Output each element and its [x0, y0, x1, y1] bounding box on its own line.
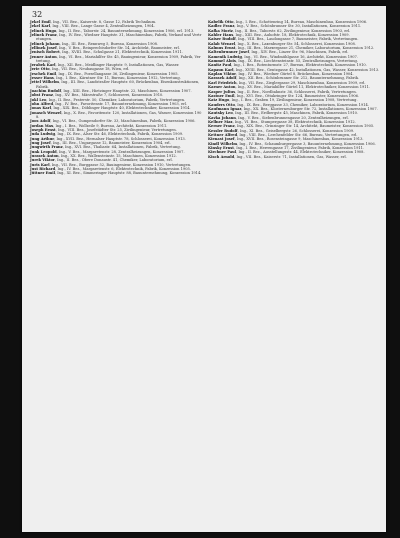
entry-name: Kanitz Paul	[208, 63, 232, 68]
entry-name: Kapaun Karl	[208, 67, 234, 72]
entry-details: Ing., VI. Bez., Gumpendorfer Str. 33, Maschinenbau, Fabrik, Konzession 1906.	[52, 119, 196, 124]
directory-entry: Jobst Franz, Ing., XV. Bez., Märzstraße 7, Schlosserei, Konzession 1910.	[30, 93, 164, 98]
directory-entry: Jüttner Emil, Ing., XI. Bez., Simmeringer Hauptstr. 88, Bauunternehmung, Konzession 1914.	[30, 171, 202, 176]
entry-details: Ing., XIII. Bez., Hietzinger Hauptstr. 22, Maschinen, Konzession 1907.	[63, 88, 192, 93]
entry-details: Ing., XVIII. Bez., Schulgasse 21, Elektrotechnik, Konzession 1911.	[62, 50, 183, 55]
entry-details: Ing., IX. Bez., Porzellangasse 36, Zivilingenieur, Konzession 1905.	[58, 71, 179, 76]
entry-name: Jung Josef	[30, 140, 51, 145]
directory-entry: Karl Friedrich, Ing., VII. Bez., Zieglergasse 29, Maschinenbau, Konzession 1909, erl.	[208, 80, 366, 85]
entry-details: Ing., XIII. Bez., Auhofstr. 18, Elektrotechnik, Konzession 1909.	[235, 33, 350, 38]
entry-details: Ing., IX. Bez., Liechtensteinstr. 55, Zentralheizungen, Vertretung.	[238, 59, 358, 64]
entry-name: Jekel Karl	[30, 24, 51, 29]
entry-name: Kalmus Ernst	[208, 46, 236, 51]
entry-details: Ing., III. Bez., Ungargasse 12, Baumeister, Konzession 1904, erl.	[52, 140, 171, 145]
entry-details: Ing., XII. Bez., Schönbrunner Str. 212, Bauunternehmung, Fabrik.	[238, 76, 360, 81]
directory-entry: Kaufmann Ignaz, Ing., XX. Bez., Klosterneuburger Str. 72, Installationen, Konzession 1907.	[208, 106, 378, 111]
directory-entry: Kirchner Paul, Ing., II. Bez., Ausstellungsstr. 44, Elektrotechniker, Konzession 1908.	[208, 150, 365, 155]
directory-entry: Jonas Karl, Ing., XIX. Bez., Döblinger Hauptstr. 40, Elektrotechniker, Konzession 1914.	[30, 106, 191, 111]
directory-entry: Joos Adolf, Ing., VI. Bez., Gumpendorfer Str. 33, Maschinenbau, Fabrik, Konzession 1906.	[30, 119, 196, 124]
entry-details: Ing., XV. Bez., Mariahilfer Gürtel 11, Elektrotechniker, Konzession 1911.	[237, 85, 371, 90]
directory-entry: Jesser Hans, Ing., I. Bez., Kärntner Str. 11, Bureau, Konzession 1912, Vertretung.	[30, 76, 181, 81]
entry-name: Jeschek Emil	[30, 71, 57, 76]
directory-entry: Kammel Alois, Ing., IX. Bez., Liechtensteinstr. 55, Zentralheizungen, Vertretung.	[208, 59, 358, 64]
directory-entry: Joachim Rudolf, Ing., XIII. Bez., Hietzinger Hauptstr. 22, Maschinen, Konzession 1907.	[30, 88, 192, 93]
directory-entry: Kinsky Ernst, Ing., I. Bez., Herrengasse 17, Zivilingenieur, Fabrik, Konzession 1911.	[208, 145, 365, 150]
entry-name: Kautsky Leo	[208, 111, 233, 116]
entry-name: Jokl Leo	[30, 97, 47, 102]
entry-name: Kafka Moriz	[208, 28, 233, 33]
entry-details: Ing., XIV. Bez., Linzer Str. 96, Maschinen, Fabrik, erl.	[251, 50, 349, 55]
entry-name: Kavka Johann	[208, 115, 236, 120]
entry-name: Kadlec Franz	[208, 24, 235, 29]
entry-details: Ing., IV. Bez., Wiedner Hauptstr. 31, Maschinenbau, Fabrik, Verkauf und Vertretungen.	[36, 33, 202, 42]
entry-name: Joos Adolf	[30, 119, 51, 124]
directory-entry: Jelinek Hugo, Ing., II. Bez., Taborstr. 24, Bauunternehmung, Konzession 1906, erl. 1913.	[30, 28, 195, 33]
directory-entry: Kalmus Ernst, Ing., III. Bez., Marxergasse 21, Chemiker, Laboratorium, Konzession 1912.	[208, 46, 375, 51]
directory-entry: Kasper Julius, Ing., II. Bez., Nordbahnstr. 36, Schlosserei, Fabrik, Vertretungen.	[208, 89, 357, 94]
entry-details: Ing., II. Bez., Nordbahnstr. 36, Schlosserei, Fabrik, Vertretungen.	[237, 89, 357, 94]
entry-name: Juris Karl	[30, 162, 50, 167]
directory-page	[22, 6, 386, 532]
directory-entry: Jungwirth Franz, Ing., XVI. Bez., Thaliastr. 64, Installationen, Fabrik, Vertretung.	[30, 145, 181, 150]
entry-name: Kamenik Ludwig	[208, 54, 242, 59]
entry-details: Ing., XX. Bez., Wallensteinstr. 15, Maschinen, Konzession 1912.	[60, 153, 177, 158]
entry-name: Kabelik Otto	[208, 20, 234, 24]
entry-name: Kasper Julius	[208, 89, 236, 94]
entry-details: Ing., VII. Bez., Neubaugasse 18, Wien, erl.	[51, 67, 130, 72]
entry-name: Jesser Hans	[30, 76, 54, 81]
entry-name: Kienast Josef	[208, 137, 235, 142]
entry-details: Ing., IV. Bez., Margaretenstr. 6, Elektrotechnik, Fabrik, Konzession 1905.	[57, 166, 191, 171]
entry-name: Kaiser Rudolf	[208, 37, 236, 42]
entry-name: Kahler Hans	[208, 33, 234, 38]
entry-name: Kessler Rudolf	[208, 128, 238, 133]
entry-details: Ing., XVII. Bez., Hernalser Hauptstr. 78, Schlosserei, Konzession 1913.	[56, 136, 186, 141]
entry-name: Jonasch Wenzel	[30, 110, 62, 115]
entry-details: Ing., II. Bez., Taborstr. 62, Zivilingenieur, Konzession 1903, erl.	[235, 28, 351, 33]
entry-name: Jelinek Johann	[30, 41, 60, 46]
entry-name: Kellner Max	[208, 119, 233, 124]
directory-entry: Katz Hugo, Ing., I. Bez., Graben 19, Zivilingenieur, Konzession 1908, Vertretung.	[208, 98, 358, 103]
directory-entry: Jurasek Anton, Ing., XX. Bez., Wallensteinstr. 15, Maschinen, Konzession 1912.	[30, 153, 177, 158]
directory-entry: Jokl Leo, Ing., II. Bez., Praterstr. 50, Chemiker, Laboratorium, Fabrik, Vertretungen.	[30, 97, 186, 102]
entry-name: Karner Anton	[208, 85, 236, 90]
directory-entry: Kapaun Karl, Ing., XVIII. Bez., Gentzgasse 42, Installationen, Gas, Wasser, Konzession 1913.	[208, 67, 380, 72]
entry-name: Joachim Rudolf	[30, 88, 62, 93]
entry-details: Ing., IX. Bez., Alser Str. 46, Elektrotechnik, Fabrik, Konzession 1909.	[57, 132, 184, 137]
entry-details: Ing., XVIII. Bez., Gentzgasse 42, Installationen, Gas, Wasser, Konzession 1913.	[235, 67, 380, 72]
entry-details: Ing., III. Bez., Marxergasse 21, Chemiker, Laboratorium, Konzession 1912.	[237, 46, 375, 51]
entry-details: Ing., III. Bez., Rennweg 5, Bureau, Konzession 1908.	[61, 41, 159, 46]
entry-details: Ing., VI. Bez., Windmühlgasse 16, Architekt, Konzession 1907.	[244, 54, 358, 59]
directory-entry: Jellinek Josef, Ing., V. Bez., Reinprechtsdorfer Str. 14, Architekt, Baumeister, erl.	[30, 45, 180, 50]
entry-name: Jungwirth Franz	[30, 145, 63, 150]
entry-name: Kammel Alois	[208, 59, 236, 64]
directory-entry: Kettner Alfred, Ing., VIII. Bez., Lerchenfelder Str. 66, Bureau, Vertretungen, erl.	[208, 132, 358, 137]
entry-details: Ing., VII. Bez., Kaiserstr. 8, Gasse 12, Fabrik Technikum.	[52, 20, 157, 24]
entry-name: Jurasek Anton	[30, 153, 59, 158]
directory-entry: Jenisch Robert, Ing., XVIII. Bez., Schulgasse 21, Elektrotechnik, Konzession 1911.	[30, 50, 183, 55]
directory-entry: Joseph Ernst, Ing., VIII. Bez., Josefstädter Str. 25, Zivilingenieur, Vertretungen.	[30, 127, 177, 132]
directory-entry: Kienast Josef, Ing., XVII. Bez., Rosensteingasse 9, Maschinenbau, Konzession 1913.	[208, 137, 364, 142]
entry-details: Ing., III. Bez., Landstraßer Hauptstr. 60, Brückenbau, Eisenkonstruktionen, Fabrik.	[36, 80, 200, 89]
entry-name: Kaltenbrunner Josef	[208, 50, 250, 55]
directory-entry: Kalab Wenzel, Ing., X. Bez., Laxenburger Str. 54, Schlosserei, Konzession 1908.	[208, 41, 356, 46]
entry-details: Ing., XVI. Bez., Ottakringer Str. 124, Baumeister, Konzession 1906.	[236, 93, 360, 98]
entry-details: Ing., XI. Bez., Geiselbergstr. 26, Schlosserei, Konzession 1909.	[239, 128, 355, 133]
entry-details: Ing., II. Bez., Praterstr. 50, Chemiker, Laboratorium, Fabrik, Vertretungen.	[48, 97, 186, 102]
entry-details: Ing., XIX. Bez., Grinzinger Str. 14, Architekt, Baumeister, Konzession 1905.	[236, 124, 375, 129]
entry-details: Ing., VII. Bez., Burggasse 52, Bauingenieur, Konzession 1910, Vertretungen.	[51, 162, 192, 167]
directory-entry: Kellner Max, Ing., VI. Bez., Stumpergasse 38, Elektrotechnik, Konzession 1912.	[208, 119, 356, 124]
entry-details: Ing., XVII. Bez., Rosensteingasse 9, Maschinenbau, Konzession 1913.	[236, 137, 364, 142]
entry-details: Ing., II. Bez., Taborstr. 24, Bauunternehmung, Konzession 1906, erl. 1913.	[58, 28, 195, 33]
entry-name: Kaplan Viktor	[208, 72, 237, 77]
entry-name: Jelinek Hugo	[30, 28, 57, 33]
entry-name: Jenisch Robert	[30, 50, 60, 55]
entry-details: Ing., V. Bez., Schönbrunner Str. 30, Installationen, Konzession 1911.	[236, 24, 362, 29]
directory-entry: Jeschek Emil, Ing., IX. Bez., Porzellangasse 36, Zivilingenieur, Konzession 1905.	[30, 71, 179, 76]
entry-name: Kastner Emil	[208, 93, 235, 98]
entry-details: Ing., I. Bez., Schottenring 14, Bureau, Maschinenbau, Konzession 1906.	[235, 20, 368, 24]
entry-name: Jenner Anton	[30, 54, 57, 59]
directory-entry: Jekel Emil, Ing., VII. Bez., Kaiserstr. 8, Gasse 12, Fabrik Technikum.	[30, 20, 157, 24]
directory-entry: Kabelik Otto, Ing., I. Bez., Schottenring 14, Bureau, Maschinenbau, Konzession 1906.	[208, 20, 368, 24]
directory-entry: Jelinek Franz, Ing., IV. Bez., Wiedner Hauptstr. 31, Maschinenbau, Fabrik, Verkauf und Vertretungen.	[30, 33, 202, 42]
entry-details: Ing., XII. Bez., Meidlinger Hauptstr. 9, Installationen, Gas, Wasser.	[57, 63, 180, 68]
entry-name: Kirchner Paul	[208, 150, 237, 155]
entry-details: Ing., I. Bez., Herrengasse 17, Zivilingenieur, Fabrik, Konzession 1911.	[236, 145, 365, 150]
entry-name: Kinsky Ernst	[208, 145, 234, 150]
left-column	[30, 20, 202, 176]
entry-name: John Alfred	[30, 101, 53, 106]
entry-details: Ing., XVI. Bez., Thaliastr. 64, Installationen, Fabrik, Vertretung.	[64, 145, 181, 150]
entry-details: Ing., V. Bez., Margaretenstr. 28, Zentralheizungen, Konzession 1907.	[58, 149, 185, 154]
entry-name: Kettner Alfred	[208, 132, 238, 137]
entry-name: Jordan Max	[30, 123, 54, 128]
entry-details: Ing., IV. Bez., Wiedner Gürtel 8, Brückenbau, Konzession 1904.	[238, 72, 354, 77]
directory-entry: Juda Ludwig, Ing., IX. Bez., Alser Str. 46, Elektrotechnik, Fabrik, Konzession 1909.	[30, 132, 184, 137]
entry-details: Ing., I. Bez., Kärntner Str. 11, Bureau, Konzession 1912, Vertretung.	[56, 76, 181, 81]
entry-name: Jerie Otto	[30, 67, 50, 72]
entry-name: Joseph Ernst	[30, 127, 56, 132]
entry-name: Jelinek Franz	[30, 33, 57, 38]
directory-entry: John Alfred, Ing., IV. Bez., Favoritenstr. 17, Bauunternehmung, Konzession 1903, erl.	[30, 101, 188, 106]
entry-name: Jerabek Karl	[30, 63, 56, 68]
directory-entry: Jekel Karl, Ing., VIII. Bez., Lange Gasse 4, Zentralheizungen, 1904.	[30, 24, 155, 29]
directory-entry: Jerie Otto, Ing., VII. Bez., Neubaugasse 18, Wien, erl.	[30, 67, 130, 72]
right-column	[208, 20, 380, 159]
entry-name: Jung Arthur	[30, 136, 55, 141]
entry-name: Jettel Wilhelm	[30, 80, 59, 85]
directory-entry: Kamenik Ludwig, Ing., VI. Bez., Windmühlgasse 16, Architekt, Konzession 1907.	[208, 54, 358, 59]
entry-name: Jekel Emil	[30, 20, 51, 24]
entry-name: Kerner Franz	[208, 124, 235, 129]
directory-entry: Kaiser Rudolf, Ing., VIII. Bez., Laudongasse 7, Baumeister, Fabrik, Vertretungen.	[208, 37, 359, 42]
directory-entry: Kessler Rudolf, Ing., XI. Bez., Geiselbergstr. 26, Schlosserei, Konzession 1909.	[208, 128, 355, 133]
entry-details: Ing., VIII. Bez., Josefstädter Str. 25, Zivilingenieur, Vertretungen.	[58, 127, 177, 132]
directory-entry: Karasek Adolf, Ing., XII. Bez., Schönbrunner Str. 212, Bauunternehmung, Fabrik.	[208, 76, 360, 81]
entry-name: Jellinek Josef	[30, 45, 57, 50]
entry-name: Jurek Viktor	[30, 158, 55, 163]
entry-name: Junk Leopold	[30, 149, 57, 154]
entry-name: Karasek Adolf	[208, 76, 237, 81]
entry-details: Ing., I. Bez., Rotenturmstr. 27, Bureau, Elektrotechnik, Konzession 1910.	[233, 63, 367, 68]
directory-entry: Just Richard, Ing., IV. Bez., Margaretenstr. 6, Elektrotechnik, Fabrik, Konzession 1905.	[30, 166, 191, 171]
directory-entry: Kadlec Franz, Ing., V. Bez., Schönbrunner Str. 30, Installationen, Konzession 1911.	[208, 24, 362, 29]
entry-details: Ing., XI. Bez., Simmeringer Hauptstr. 88, Bauunternehmung, Konzession 1914.	[57, 171, 202, 176]
entry-name: Just Richard	[30, 166, 56, 171]
entry-name: Kisch Arnold	[208, 154, 235, 159]
directory-entry: Jerabek Karl, Ing., XII. Bez., Meidlinger Hauptstr. 9, Installationen, Gas, Wasser.	[30, 63, 180, 68]
entry-details: Ing., XV. Bez., Märzstraße 7, Schlosserei, Konzession 1910.	[55, 93, 164, 98]
entry-name: Juda Ludwig	[30, 132, 56, 137]
directory-entry: Jordan Max, Ing., I. Bez., Wollzeile 9, Bureau, Architekt, Konzession 1911.	[30, 123, 168, 128]
directory-entry: Jung Arthur, Ing., XVII. Bez., Hernalser Hauptstr. 78, Schlosserei, Konzession 1913.	[30, 136, 186, 141]
entry-details: Ing., II. Bez., Obere Donaustr. 41, Chemiker, Laboratorium, erl.	[57, 158, 173, 163]
entry-name: Kauders Otto	[208, 102, 235, 107]
entry-details: Ing., X. Bez., Laxenburger Str. 54, Schlosserei, Konzession 1908.	[237, 41, 356, 46]
directory-entry: Jung Josef, Ing., III. Bez., Ungargasse 12, Baumeister, Konzession 1904, erl.	[30, 140, 171, 145]
entry-name: Kalab Wenzel	[208, 41, 236, 46]
entry-details: Ing., VIII. Bez., Lange Gasse 4, Zentralheizungen, 1904.	[52, 24, 155, 29]
entry-name: Jobst Franz	[30, 93, 53, 98]
entry-details: Ing., I. Bez., Wollzeile 9, Bureau, Architekt, Konzession 1911.	[55, 123, 168, 128]
directory-entry: Kautsky Leo, Ing., III. Bez., Erdbergstr. 45, Maschinen, Fabrik, Konzession 1910.	[208, 111, 359, 116]
directory-entry: Jonasch Wenzel, Ing., X. Bez., Favoritenstr. 120, Installationen, Gas, Wasser, Konzession 1908.	[30, 110, 202, 119]
directory-entry: Kanitz Paul, Ing., I. Bez., Rotenturmstr. 27, Bureau, Elektrotechnik, Konzession 1910.	[208, 63, 367, 68]
entry-name: Katz Hugo	[208, 98, 230, 103]
entry-details: Ing., VII. Bez., Kaiserstr. 71, Installationen, Gas, Wasser, erl.	[236, 154, 347, 159]
directory-entry: Kastner Emil, Ing., XVI. Bez., Ottakringer Str. 124, Baumeister, Konzession 1906.	[208, 93, 360, 98]
entry-details: Ing., II. Bez., Ausstellungsstr. 44, Elektrotechniker, Konzession 1908.	[238, 150, 365, 155]
entry-name: Jüttner Emil	[30, 171, 55, 176]
entry-name: Karl Friedrich	[208, 80, 237, 85]
entry-name: Kaufmann Ignaz	[208, 106, 242, 111]
entry-name: Kindl Wilhelm	[208, 141, 238, 146]
entry-details: Ing., XX. Bez., Klosterneuburger Str. 72, Installationen, Konzession 1907.	[243, 106, 378, 111]
directory-entry: Jelinek Johann, Ing., III. Bez., Rennweg 5, Bureau, Konzession 1908.	[30, 41, 159, 46]
entry-details: Ing., IV. Bez., Favoritenstr. 17, Bauunternehmung, Konzession 1903, erl.	[55, 101, 188, 106]
directory-entry: Kafka Moriz, Ing., II. Bez., Taborstr. 62, Zivilingenieur, Konzession 1903, erl.	[208, 28, 351, 33]
entry-details: Ing., VI. Bez., Stumpergasse 38, Elektrotechnik, Konzession 1912.	[234, 119, 356, 124]
entry-details: Ing., VII. Bez., Zieglergasse 29, Maschinenbau, Konzession 1909, erl.	[238, 80, 366, 85]
entry-details: Ing., VIII. Bez., Laudongasse 7, Baumeister, Fabrik, Vertretungen.	[238, 37, 359, 42]
directory-entry: Kerner Franz, Ing., XIX. Bez., Grinzinger Str. 14, Architekt, Baumeister, Konzession 1905.	[208, 124, 375, 129]
directory-entry: Kavka Johann, Ing., V. Bez., Siebenbrunnengasse 20, Zentralheizungen, erl.	[208, 115, 349, 120]
directory-entry: Jettel Wilhelm, Ing., III. Bez., Landstraßer Hauptstr. 60, Brückenbau, Eisenkonstruktionen, Fabrik.	[30, 80, 200, 89]
directory-entry: Kaplan Viktor, Ing., IV. Bez., Wiedner Gürtel 8, Brückenbau, Konzession 1904.	[208, 72, 354, 77]
entry-details: Ing., XIX. Bez., Döblinger Hauptstr. 40, Elektrotechniker, Konzession 1914.	[53, 106, 191, 111]
directory-entry: Kaltenbrunner Josef, Ing., XIV. Bez., Linzer Str. 96, Maschinen, Fabrik, erl.	[208, 50, 349, 55]
entry-details: Ing., III. Bez., Erdbergstr. 45, Maschinen, Fabrik, Konzession 1910.	[235, 111, 359, 116]
entry-details: Ing., V. Bez., Siebenbrunnengasse 20, Zentralheizungen, erl.	[238, 115, 349, 120]
directory-entry: Jurek Viktor, Ing., II. Bez., Obere Donaustr. 41, Chemiker, Laboratorium, erl.	[30, 158, 173, 163]
entry-details: Ing., IV. Bez., Schaumburgergasse 3, Bauunternehmung, Konzession 1906.	[239, 141, 376, 146]
page-number: 32	[32, 10, 43, 19]
directory-entry: Juris Karl, Ing., VII. Bez., Burggasse 52, Bauingenieur, Konzession 1910, Vertretungen.	[30, 162, 192, 167]
directory-entry: Jenner Anton, Ing., VI. Bez., Mariahilfer Str. 45, Bauingenieur, Konzession 1909, Fabrik, Vertretung.	[30, 54, 201, 63]
directory-entry: Kisch Arnold, Ing., VII. Bez., Kaiserstr. 71, Installationen, Gas, Wasser, erl.	[208, 154, 347, 159]
directory-entry: Junk Leopold, Ing., V. Bez., Margaretenstr. 28, Zentralheizungen, Konzession 1907.	[30, 149, 185, 154]
entry-details: Ing., IX. Bez., Berggasse 33, Chemiker, Laboratorium, Konzession 1914.	[237, 102, 369, 107]
directory-entry: Kahler Hans, Ing., XIII. Bez., Auhofstr. 18, Elektrotechnik, Konzession 1909.	[208, 33, 350, 38]
directory-entry: Karner Anton, Ing., XV. Bez., Mariahilfer Gürtel 11, Elektrotechniker, Konzession 1911.	[208, 85, 371, 90]
directory-entry: Kauders Otto, Ing., IX. Bez., Berggasse 33, Chemiker, Laboratorium, Konzession 1914.	[208, 102, 369, 107]
entry-details: Ing., VI. Bez., Mariahilfer Str. 45, Bauingenieur, Konzession 1909, Fabrik, Vertretung.	[36, 54, 201, 63]
entry-name: Jonas Karl	[30, 106, 52, 111]
entry-details: Ing., V. Bez., Reinprechtsdorfer Str. 14, Architekt, Baumeister, erl.	[58, 45, 180, 50]
entry-details: Ing., I. Bez., Graben 19, Zivilingenieur, Konzession 1908, Vertretung.	[231, 98, 358, 103]
entry-details: Ing., X. Bez., Favoritenstr. 120, Installationen, Gas, Wasser, Konzession 1908.	[36, 110, 202, 119]
directory-entry: Kindl Wilhelm, Ing., IV. Bez., Schaumburgergasse 3, Bauunternehmung, Konzession 1906.	[208, 141, 376, 146]
entry-details: Ing., VIII. Bez., Lerchenfelder Str. 66, Bureau, Vertretungen, erl.	[239, 132, 358, 137]
